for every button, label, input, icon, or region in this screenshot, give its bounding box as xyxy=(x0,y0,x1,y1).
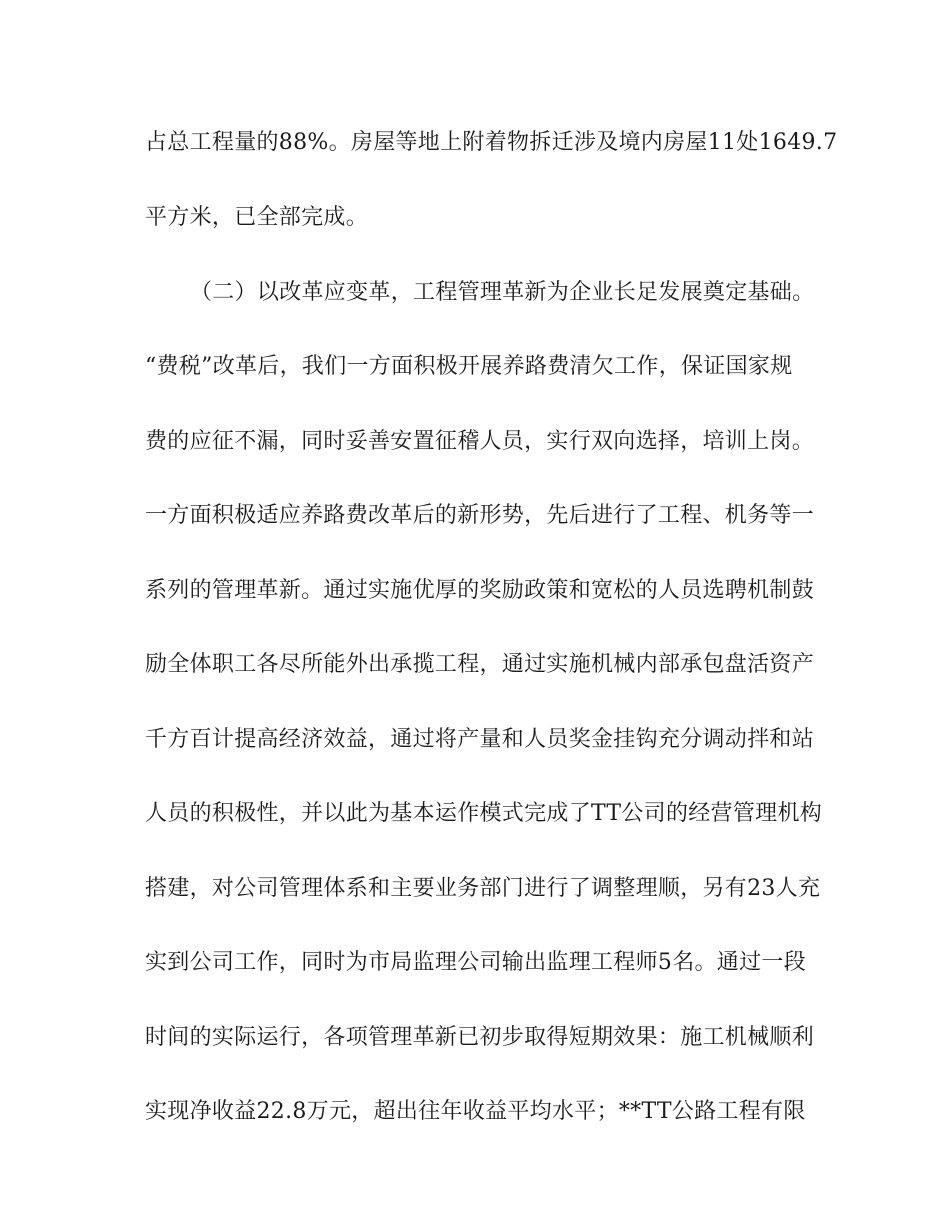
text-line: 一方面积极适应养路费改革后的新形势，先后进行了工程、机务等一 xyxy=(145,503,815,528)
text-line: 搭建，对公司管理体系和主要业务部门进行了调整理顺，另有23人充 xyxy=(145,876,821,901)
section-heading: （二）以改革应变革，工程管理革新为企业长足发展奠定基础。 xyxy=(190,280,815,305)
text-line: 励全体职工各尽所能外出承揽工程，通过实施机械内部承包盘活资产 xyxy=(145,652,815,677)
text-line: 千方百计提高经济效益，通过将产量和人员奖金挂钩充分调动拌和站 xyxy=(145,727,815,752)
text-line: 费的应征不漏，同时妥善安置征稽人员，实行双向选择，培训上岗。 xyxy=(145,429,815,454)
text-line: 平方米，已全部完成。 xyxy=(145,205,369,230)
text-line: 人员的积极性，并以此为基本运作模式完成了TT公司的经营管理机构 xyxy=(145,801,823,826)
text-line: 占总工程量的88%。房屋等地上附着物拆迁涉及境内房屋11处1649.7 xyxy=(145,130,838,155)
text-line: 时间的实际运行，各项管理革新已初步取得短期效果：施工机械顺利 xyxy=(145,1025,815,1050)
text-line: 系列的管理革新。通过实施优厚的奖励政策和宽松的人员选聘机制鼓 xyxy=(145,578,815,603)
text-line: “费税”改革后，我们一方面积极开展养路费清欠工作，保证国家规 xyxy=(145,354,793,379)
text-line: 实到公司工作，同时为市局监理公司输出监理工程师5名。通过一段 xyxy=(145,950,806,975)
text-line: 实现净收益22.8万元，超出往年收益平均水平；**TT公路工程有限 xyxy=(145,1099,806,1124)
